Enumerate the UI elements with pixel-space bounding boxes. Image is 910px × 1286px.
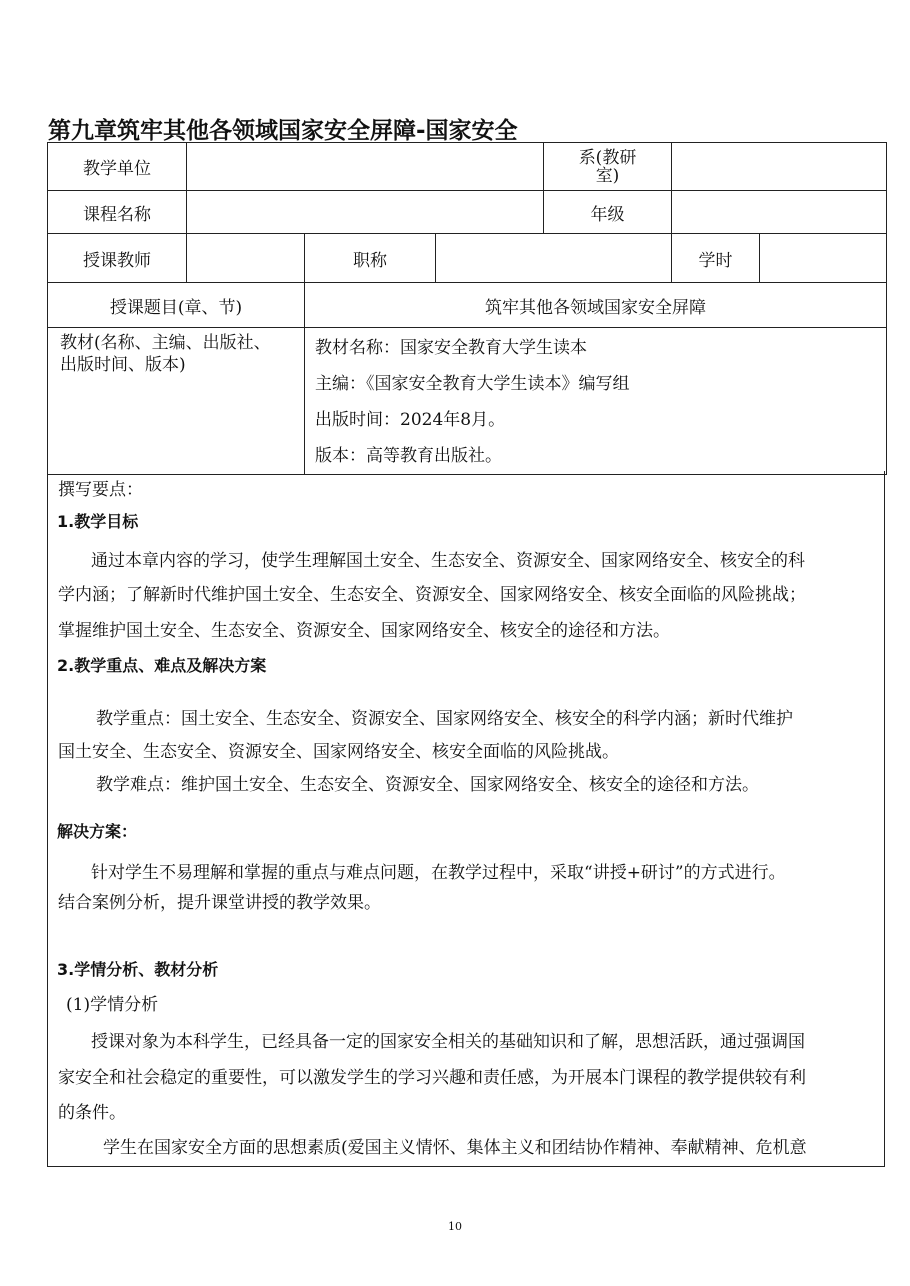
unit-label: 教学单位	[48, 143, 187, 191]
hours-value	[760, 234, 887, 283]
section-3-heading: 3.学情分析、教材分析	[57, 960, 219, 979]
solution-line-2: 结合案例分析，提升课堂讲授的教学效果。	[58, 893, 381, 913]
course-info-table	[47, 142, 887, 475]
page-number: 10	[448, 1220, 462, 1233]
writing-points-section	[47, 471, 885, 1167]
rank-label: 职称	[305, 234, 436, 283]
s2-line-1: 教学重点：国土安全、生态安全、资源安全、国家网络安全、核安全的科学内涵；新时代维护	[96, 709, 793, 729]
topic-label: 授课题目(章、节)	[48, 283, 305, 328]
s3-line-1: 授课对象为本科学生，已经具备一定的国家安全相关的基础知识和了解，思想活跃，通过强调国	[91, 1032, 805, 1052]
teacher-label: 授课教师	[48, 234, 187, 283]
s1-line-1: 通过本章内容的学习，使学生理解国土安全、生态安全、资源安全、国家网络安全、核安全的科	[91, 551, 805, 571]
solution-heading: 解决方案：	[57, 822, 138, 841]
textbook-name: 教材名称：国家安全教育大学生读本	[315, 338, 587, 358]
grade-value	[672, 191, 887, 234]
textbook-label: 教材(名称、主编、出版社、 出版时间、版本)	[48, 328, 305, 475]
s2-line-3: 教学难点：维护国土安全、生态安全、资源安全、国家网络安全、核安全的途径和方法。	[96, 775, 759, 795]
s2-line-2: 国土安全、生态安全、资源安全、国家网络安全、核安全面临的风险挑战。	[58, 742, 619, 762]
s1-line-2: 学内涵；了解新时代维护国土安全、生态安全、资源安全、国家网络安全、核安全面临的风险挑战；	[58, 585, 806, 605]
textbook-editor: 主编：《国家安全教育大学生读本》编写组	[315, 374, 630, 394]
intro-text: 撰写要点：	[58, 480, 143, 500]
grade-label: 年级	[544, 191, 672, 234]
dept-label: 系(教研室)	[544, 143, 672, 191]
rank-value	[436, 234, 672, 283]
textbook-date: 出版时间：2024年8月。	[315, 410, 506, 430]
s3-line-3: 的条件。	[58, 1103, 126, 1123]
course-label: 课程名称	[48, 191, 187, 234]
textbook-edition: 版本：高等教育出版社。	[315, 446, 502, 466]
s1-line-3: 掌握维护国土安全、生态安全、资源安全、国家网络安全、核安全的途径和方法。	[58, 621, 670, 641]
textbook-details	[305, 328, 887, 475]
section-1-heading: 1.教学目标	[57, 512, 139, 531]
dept-value	[672, 143, 887, 191]
s3-subheading-1: (1)学情分析	[66, 995, 159, 1015]
course-value	[187, 191, 544, 234]
s3-line-2: 家安全和社会稳定的重要性，可以激发学生的学习兴趣和责任感，为开展本门课程的教学提供较有利	[58, 1068, 806, 1088]
s3-line-4: 学生在国家安全方面的思想素质(爱国主义情怀、集体主义和团结协作精神、奉献精神、危机意	[103, 1138, 807, 1158]
document-title: 第九章筑牢其他各领域国家安全屏障-国家安全	[48, 118, 518, 144]
topic-value: 筑牢其他各领域国家安全屏障	[305, 283, 887, 328]
unit-value	[187, 143, 544, 191]
solution-line-1: 针对学生不易理解和掌握的重点与难点问题，在教学过程中，采取“讲授+研讨”的方式进行。	[91, 863, 786, 883]
teacher-value	[187, 234, 305, 283]
hours-label: 学时	[672, 234, 760, 283]
section-2-heading: 2.教学重点、难点及解决方案	[57, 656, 267, 675]
